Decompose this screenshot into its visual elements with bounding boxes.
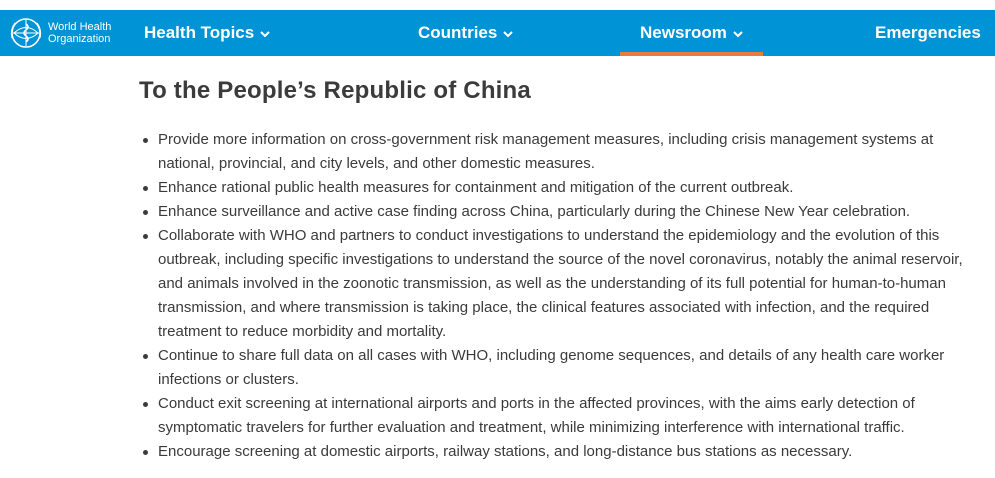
top-strip (0, 0, 995, 10)
article-content (0, 76, 995, 464)
chevron-down-icon (503, 23, 513, 43)
list-item: Collaborate with WHO and partners to conduct investigations to understand the epidemiology and the evolution of this outbreak, including specific investigations to understand the source of the novel coronavirus, notably the animal reservoir, and animals involved in the zoonotic transmission, as well as the understanding of its full potential for human-to-human transmission, and where transmission is taking place, the clinical features associated with infection, and the required treatment to reduce morbidity and mortality. (139, 224, 974, 344)
chevron-down-icon (260, 23, 270, 43)
who-emblem-icon (8, 16, 44, 50)
list-item: Enhance surveillance and active case finding across China, particularly during the Chinese New Year celebration. (139, 200, 974, 224)
logo-text (48, 21, 111, 45)
logo-text-line1: World Health (48, 21, 112, 33)
nav-emergencies[interactable] (875, 10, 981, 56)
nav-newsroom[interactable] (640, 10, 743, 56)
nav-health-topics[interactable] (144, 10, 270, 56)
nav-label: Newsroom (640, 23, 727, 42)
list-item: Encourage screening at domestic airports, railway stations, and long-distance bus stations as necessary. (139, 440, 974, 464)
recommendations-list (139, 128, 974, 464)
page-title: To the People’s Republic of China (139, 77, 531, 104)
list-item: Continue to share full data on all cases with WHO, including genome sequences, and details of any health care worker infections or clusters. (139, 344, 974, 392)
list-item: Conduct exit screening at international airports and ports in the affected provinces, with the aims early detection of symptomatic travelers for further evaluation and treatment, while minimizing interference with international traffic. (139, 392, 974, 440)
nav-label: Countries (418, 23, 498, 42)
list-item: Enhance rational public health measures for containment and mitigation of the current outbreak. (139, 176, 974, 200)
list-item: Provide more information on cross-government risk management measures, including crisis management systems at national, provincial, and city levels, and other domestic measures. (139, 128, 974, 176)
chevron-down-icon (733, 23, 743, 43)
who-logo[interactable] (8, 16, 111, 50)
nav-countries[interactable] (418, 10, 513, 56)
nav-label: Health Topics (144, 23, 255, 42)
nav-label: Emergencies (875, 23, 981, 42)
main-navbar (0, 10, 995, 56)
logo-text-line2: Organization (48, 33, 111, 45)
